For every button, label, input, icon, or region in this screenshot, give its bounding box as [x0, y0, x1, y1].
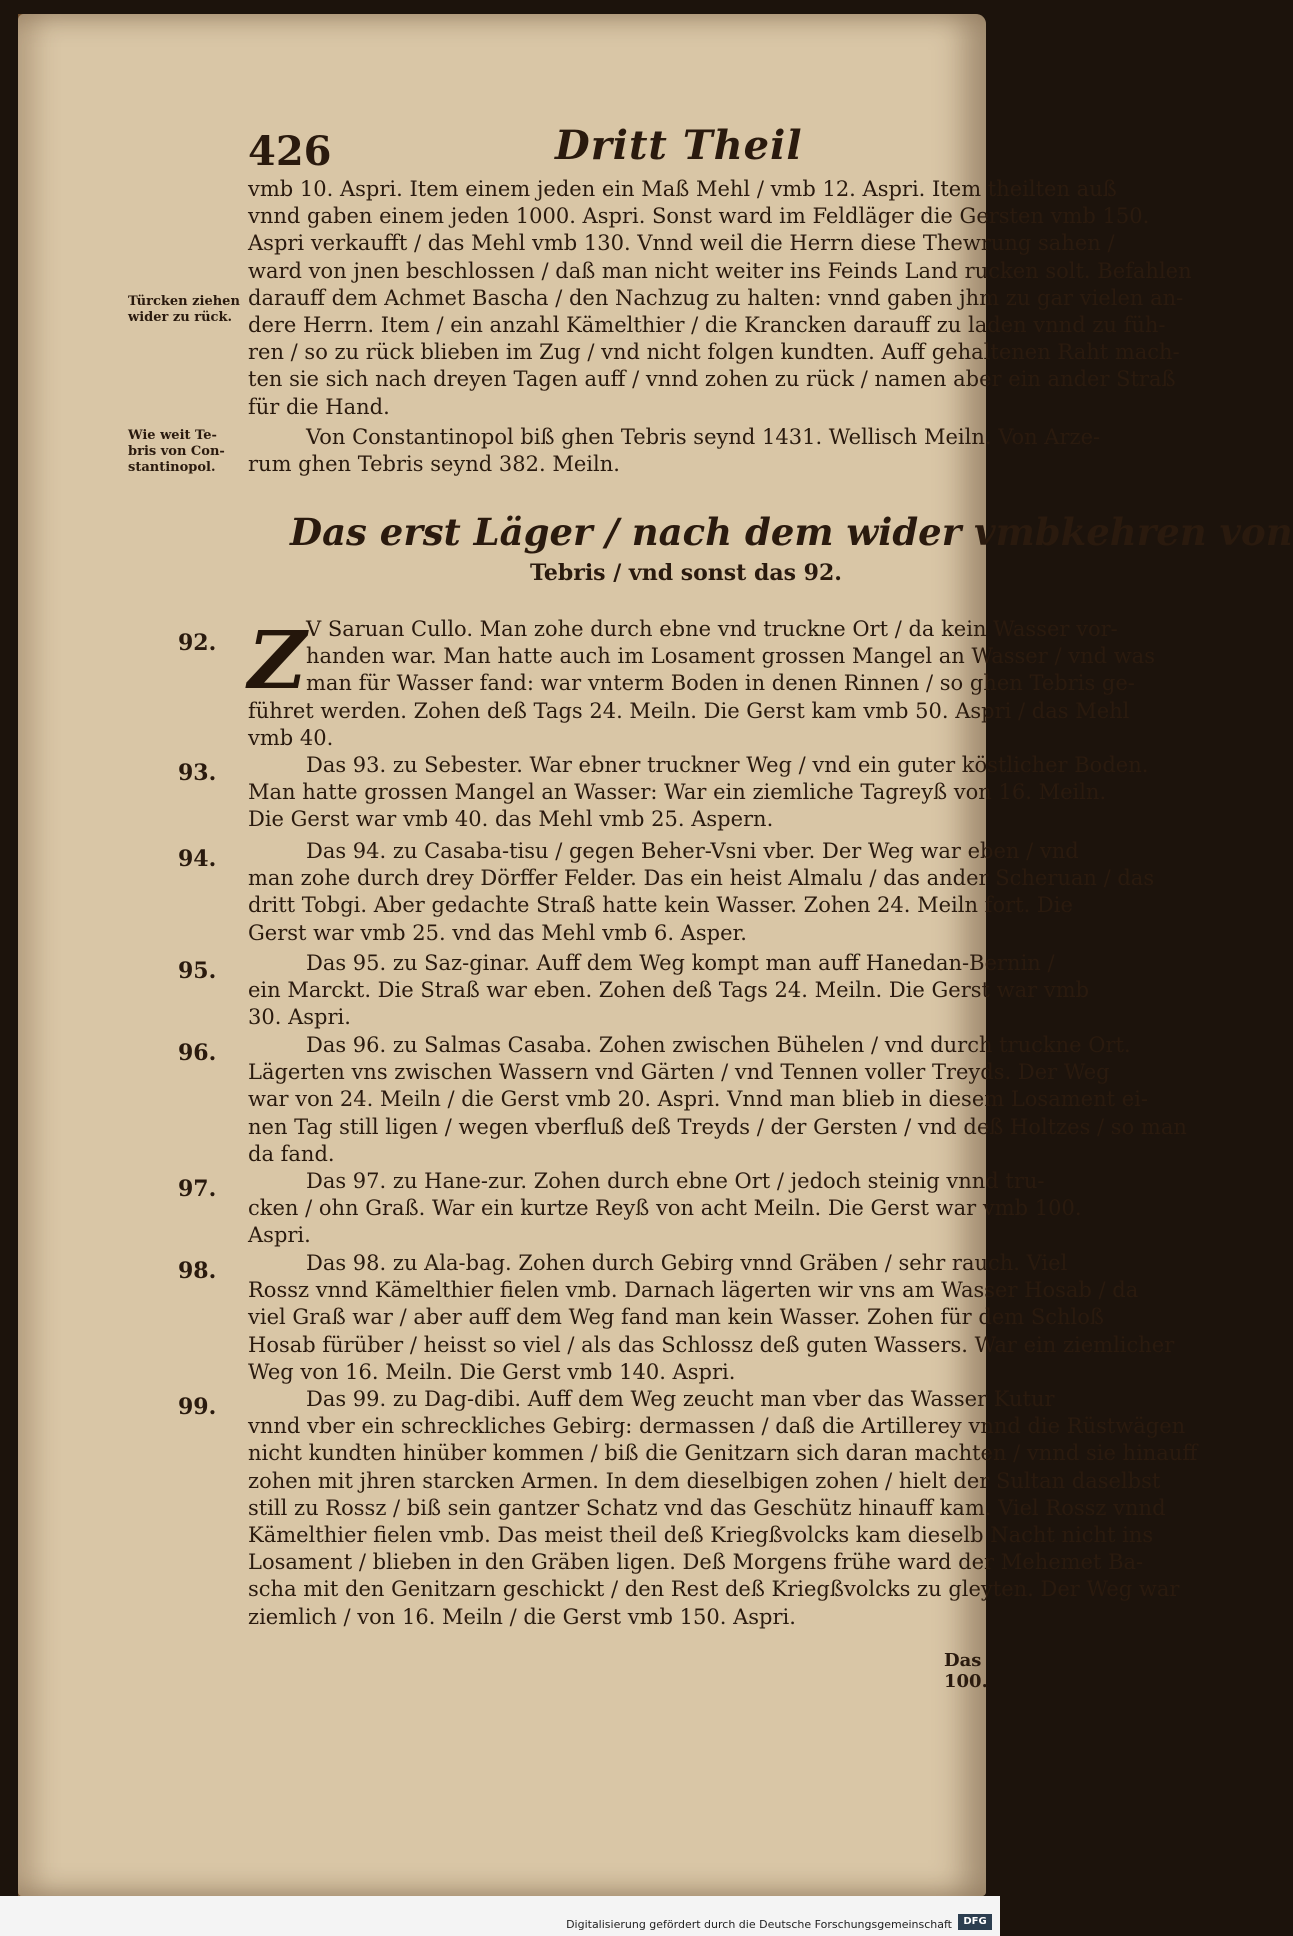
- entry-92-text-cont: [248, 698, 1130, 752]
- text-line: Das 95. zu Saz-ginar. Auff dem Weg kompt man auff Hanedan-Bernin /: [306, 951, 1055, 975]
- text-line: Hosab fürüber / heisst so viel / als das Schlossz deß guten Wassers. War ein ziemlicher: [248, 1332, 1175, 1357]
- text-line: Das 94. zu Casaba-tisu / gegen Beher-Vsni vber. Der Weg war eben / vnd: [306, 839, 1079, 863]
- entry-99-text: [248, 1386, 1198, 1631]
- margin-note-turks-retreat: [128, 294, 240, 326]
- text-line: Die Gerst war vmb 40. das Mehl vmb 25. Aspern.: [248, 807, 774, 832]
- text-line: Man hatte grossen Mangel an Wasser: War ein ziemliche Tagreyß von 16. Meiln.: [248, 780, 1107, 805]
- footer-credit: Digitalisierung gefördert durch die Deutsche Forschungsgemeinschaft: [566, 1918, 952, 1931]
- entry-number: 93.: [178, 760, 217, 786]
- entry-number: 94.: [178, 846, 217, 872]
- entry-number: 98.: [178, 1258, 217, 1284]
- paragraph-top: [248, 176, 1192, 421]
- section-subtitle: Tebris / vnd sonst das 92.: [530, 560, 842, 586]
- entry-98-text: [248, 1250, 1175, 1386]
- text-line: für die Hand.: [248, 394, 390, 419]
- text-line: darauff dem Achmet Bascha / den Nachzug zu halten: vnnd gaben jhm zu gar vielen an-: [248, 285, 1184, 310]
- text-line: nicht kundten hinüber kommen / biß die Genitzarn sich daran machten / vnnd sie hinauff: [248, 1441, 1198, 1466]
- text-line: Gerst war vmb 25. vnd das Mehl vmb 6. Asper.: [248, 920, 747, 945]
- text-line: Das 93. zu Sebester. War ebner truckner Weg / vnd ein guter köstlicher Boden.: [306, 753, 1149, 777]
- entry-97-text: [248, 1168, 1082, 1250]
- text-line: still zu Rossz / biß sein gantzer Schatz vnd das Geschütz hinauff kam. Viel Rossz vnnd: [248, 1495, 1166, 1520]
- text-line: rum ghen Tebris seynd 382. Meiln.: [248, 452, 620, 477]
- text-line: Aspri verkaufft / das Mehl vmb 130. Vnnd weil die Herrn diese Thewrung sahen /: [248, 231, 1115, 256]
- text-line: Das 97. zu Hane-zur. Zohen durch ebne Ort / jedoch steinig vnnd tru-: [306, 1169, 1045, 1193]
- text-line: viel Graß war / aber auff dem Weg fand man kein Wasser. Zohen für dem Schloß: [248, 1305, 1104, 1330]
- running-title: Dritt Theil: [555, 122, 803, 169]
- entry-94-text: [248, 838, 1155, 947]
- text-line: Das 98. zu Ala-bag. Zohen durch Gebirg vnnd Gräben / sehr rauch. Viel: [306, 1251, 1068, 1275]
- text-line: Von Constantinopol biß ghen Tebris seynd 1431. Wellisch Meiln. Von Arze-: [306, 425, 1101, 449]
- entry-95-text: [248, 950, 1090, 1032]
- text-line: ward von jnen beschlossen / daß man nicht weiter ins Feinds Land rucken solt. Befahlen: [248, 258, 1192, 283]
- entry-number: 96.: [178, 1040, 217, 1066]
- margin-note-line: wider zu rück.: [128, 310, 232, 325]
- text-line: Das 96. zu Salmas Casaba. Zohen zwischen Bühelen / vnd durch truckne Ort.: [306, 1033, 1131, 1057]
- text-line: ten sie sich nach dreyen Tagen auff / vnnd zohen zu rück / namen aber ein ander Straß: [248, 367, 1176, 392]
- text-line: dritt Tobgi. Aber gedachte Straß hatte kein Wasser. Zohen 24. Meiln fort. Die: [248, 893, 1073, 918]
- text-line: Lägerten vns zwischen Wassern vnd Gärten / vnd Tennen voller Treyds. Der Weg: [248, 1060, 1110, 1085]
- text-line: da fand.: [248, 1141, 335, 1166]
- text-line: vmb 40.: [248, 725, 334, 750]
- text-line: nen Tag still ligen / wegen vberfluß deß Treyds / der Gersten / vnd deß Holtzes / so man: [248, 1114, 1187, 1139]
- text-line: vnnd vber ein schreckliches Gebirg: dermassen / daß die Artillerey vnnd die Rüstwägen: [248, 1414, 1186, 1439]
- section-title: Das erst Läger / nach dem wider vmbkehren von: [290, 510, 1293, 554]
- entry-96-text: [248, 1032, 1187, 1168]
- text-line: cken / ohn Graß. War ein kurtze Reyß von acht Meiln. Die Gerst war vmb 100.: [248, 1196, 1082, 1221]
- margin-note-line: Wie weit Te-: [128, 428, 217, 443]
- text-line: Aspri.: [248, 1223, 311, 1248]
- text-line: dere Herrn. Item / ein anzahl Kämelthier / die Krancken darauff zu laden vnnd zu füh-: [248, 312, 1166, 337]
- text-line: man zohe durch drey Dörffer Felder. Das ein heist Almalu / das ander Scheruan / das: [248, 866, 1155, 891]
- page-number: 426: [248, 128, 332, 175]
- text-line: zohen mit jhren starcken Armen. In dem dieselbigen zohen / hielt der Sultan daselbst: [248, 1468, 1161, 1493]
- text-line: war von 24. Meiln / die Gerst vmb 20. Aspri. Vnnd man blieb in diesem Losament ei-: [248, 1087, 1148, 1112]
- text-line: ein Marckt. Die Straß war eben. Zohen deß Tags 24. Meiln. Die Gerst war vmb: [248, 978, 1090, 1003]
- text-line: handen war. Man hatte auch im Losament grossen Mangel an Wasser / vnd was: [306, 644, 1155, 669]
- text-line: Kämelthier fielen vmb. Das meist theil deß Kriegßvolcks kam dieselb Nacht nicht ins: [248, 1522, 1154, 1547]
- entry-93-text: [248, 752, 1149, 834]
- text-line: scha mit den Genitzarn geschickt / den Rest deß Kriegßvolcks zu gleyten. Der Weg war: [248, 1577, 1180, 1602]
- text-line: Weg von 16. Meiln. Die Gerst vmb 140. Aspri.: [248, 1359, 736, 1384]
- margin-note-distance: [128, 428, 225, 476]
- text-line: ziemlich / von 16. Meiln / die Gerst vmb 150. Aspri.: [248, 1604, 796, 1629]
- text-line: Losament / blieben in den Gräben ligen. Deß Morgens frühe ward der Mehemet Ba-: [248, 1550, 1144, 1575]
- entry-number: 97.: [178, 1176, 217, 1202]
- dfg-logo[interactable]: DFG: [958, 1914, 992, 1930]
- text-line: man für Wasser fand: war vnterm Boden in denen Rinnen / so ghen Tebris ge-: [306, 671, 1135, 696]
- decorated-initial: Z: [248, 613, 307, 707]
- entry-number: 95.: [178, 958, 217, 984]
- entry-number: 92.: [178, 630, 217, 656]
- text-line: Rossz vnnd Kämelthier fielen vmb. Darnach lägerten wir vns am Wasser Hosab / da: [248, 1278, 1139, 1303]
- text-line: Das 99. zu Dag-dibi. Auff dem Weg zeucht man vber das Wasser Kutur: [306, 1387, 1055, 1411]
- text-line: vnnd gaben einem jeden 1000. Aspri. Sonst ward im Feldläger die Gersten vmb 150.: [248, 204, 1150, 229]
- catchword: Das 100.: [944, 1650, 988, 1692]
- text-line: führet werden. Zohen deß Tags 24. Meiln. Die Gerst kam vmb 50. Aspri / das Mehl: [248, 698, 1130, 723]
- text-line: 30. Aspri.: [248, 1005, 351, 1030]
- margin-note-line: bris von Con-: [128, 444, 225, 459]
- margin-note-line: stantinopol.: [128, 460, 216, 475]
- paragraph-distance: [248, 424, 1101, 478]
- text-line: ren / so zu rück blieben im Zug / vnd nicht folgen kundten. Auff gehaltenen Raht mach-: [248, 340, 1180, 365]
- text-line: V Saruan Cullo. Man zohe durch ebne vnd truckne Ort / da kein Wasser vor-: [306, 617, 1118, 641]
- margin-note-line: Türcken ziehen: [128, 294, 240, 309]
- text-line: vmb 10. Aspri. Item einem jeden ein Maß Mehl / vmb 12. Aspri. Item theilten auß: [248, 177, 1117, 201]
- entry-92-text: [306, 616, 1155, 698]
- entry-number: 99.: [178, 1394, 217, 1420]
